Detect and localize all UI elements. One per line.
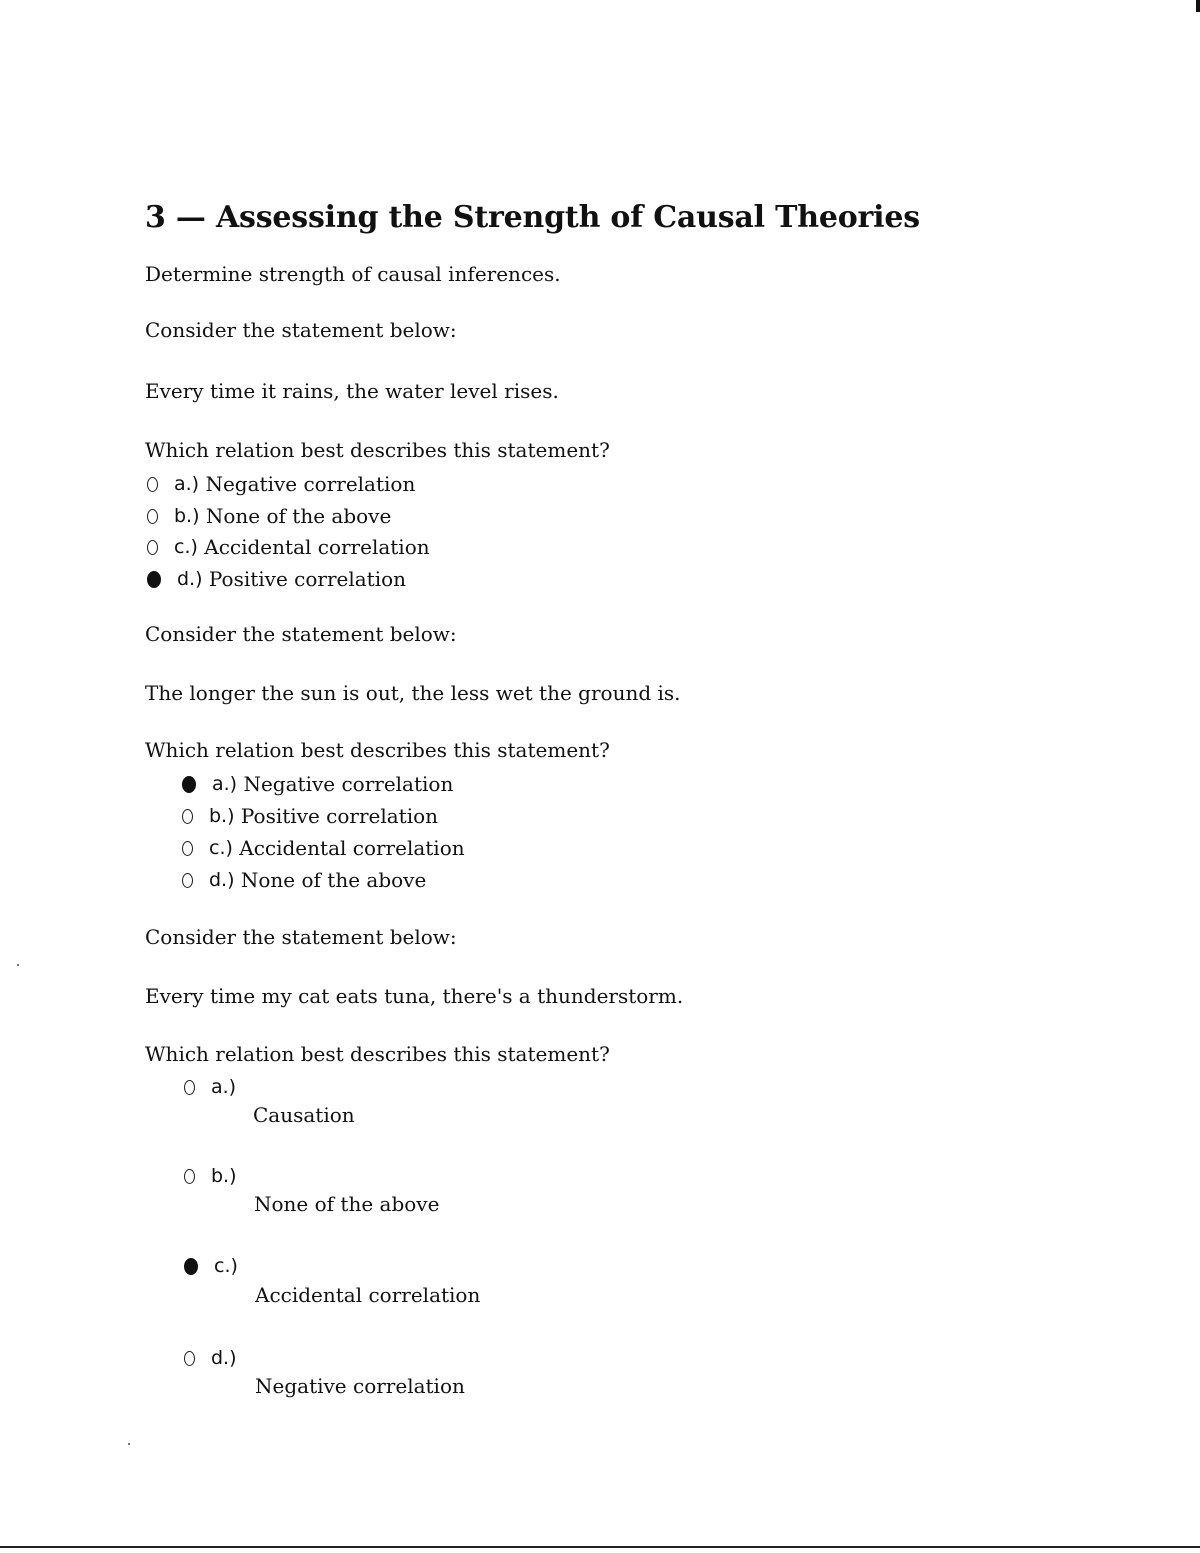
q1-option-c-label: Accidental correlation [204,535,430,559]
q2-option-a-radio[interactable] [182,776,196,793]
q1-statement: Every time it rains, the water level rises. [145,379,559,403]
q1-option-d-letter: d.) [177,568,203,590]
q1-option-c-letter: c.) [174,536,198,558]
q3-option-d[interactable] [184,1344,237,1372]
q3-prompt: Which relation best describes this statement? [145,1042,610,1066]
q3-option-d-label: Negative correlation [255,1374,465,1398]
q3-option-b-radio[interactable] [184,1169,195,1184]
q1-option-a[interactable] [147,470,415,498]
q1-consider: Consider the statement below: [145,318,457,342]
q1-option-b[interactable] [147,502,391,530]
scan-speck [128,1443,130,1445]
q2-option-b[interactable] [182,802,438,830]
q3-option-c-label: Accidental correlation [255,1283,481,1307]
q2-prompt: Which relation best describes this statement? [145,738,610,762]
q1-option-a-letter: a.) [174,473,200,495]
q3-option-d-radio[interactable] [184,1351,195,1366]
q3-option-b-letter: b.) [211,1165,237,1187]
q1-option-c[interactable] [147,533,430,561]
q1-option-b-label: None of the above [205,504,392,528]
q1-option-a-radio[interactable] [147,477,158,492]
q2-option-d-radio[interactable] [182,873,193,888]
q2-option-b-radio[interactable] [182,809,193,824]
q2-option-b-label: Positive correlation [240,804,439,828]
q3-option-a-letter: a.) [211,1076,237,1098]
q3-option-c-letter: c.) [214,1255,238,1277]
q2-option-a-label: Negative correlation [243,772,454,796]
q1-option-a-label: Negative correlation [205,472,416,496]
page-title: 3 — Assessing the Strength of Causal Theories [145,200,920,235]
q2-option-a[interactable] [182,770,453,798]
q2-option-d[interactable] [182,866,426,894]
q3-option-d-letter: d.) [211,1347,237,1369]
scan-speck [17,964,19,966]
scan-corner-mark [1196,0,1200,12]
q2-option-b-letter: b.) [209,805,235,827]
q2-option-c-label: Accidental correlation [239,836,465,860]
q2-option-d-letter: d.) [209,869,235,891]
q1-option-b-letter: b.) [174,505,200,527]
q1-prompt: Which relation best describes this statement? [145,438,610,462]
q1-option-d[interactable] [147,565,406,593]
q2-option-c-letter: c.) [209,837,233,859]
q3-option-b[interactable] [184,1162,237,1190]
intro-text: Determine strength of causal inferences. [145,262,561,286]
q1-option-d-radio[interactable] [147,571,161,588]
q2-statement: The longer the sun is out, the less wet the ground is. [145,681,681,705]
q1-option-d-label: Positive correlation [208,567,407,591]
q3-option-c[interactable] [184,1252,238,1280]
q1-option-c-radio[interactable] [147,540,158,555]
q2-option-a-letter: a.) [212,773,238,795]
q3-option-c-radio[interactable] [184,1258,198,1275]
q2-option-d-label: None of the above [240,868,427,892]
q1-option-b-radio[interactable] [147,509,158,524]
q3-option-a-label: Causation [253,1103,355,1127]
q2-option-c[interactable] [182,834,465,862]
q3-statement: Every time my cat eats tuna, there's a thunderstorm. [145,984,684,1008]
q2-option-c-radio[interactable] [182,841,193,856]
q3-option-a-radio[interactable] [184,1080,195,1095]
page-bottom-rule [0,1546,1200,1548]
q3-option-b-label: None of the above [254,1192,440,1216]
q3-option-a[interactable] [184,1073,236,1101]
q3-consider: Consider the statement below: [145,925,457,949]
q2-consider: Consider the statement below: [145,622,457,646]
